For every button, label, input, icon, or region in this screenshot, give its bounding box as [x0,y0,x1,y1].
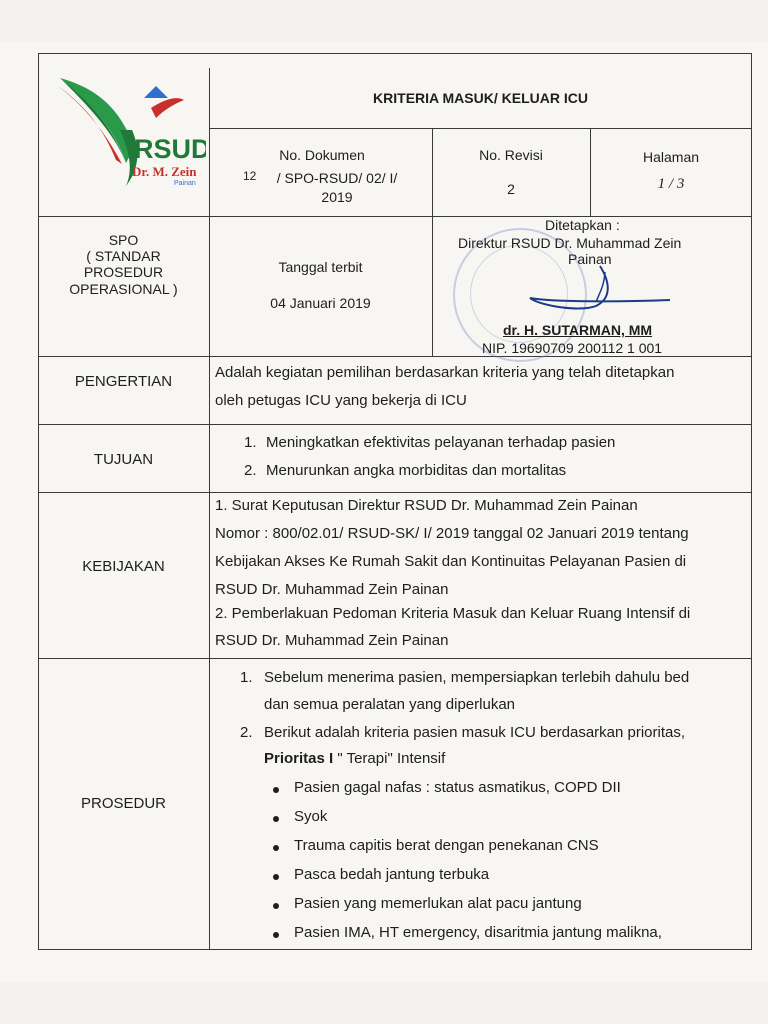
hospital-logo [56,68,206,188]
revision-value: 2 [507,181,515,197]
criteria-item: Pasien yang memerlukan alat pacu jantung [294,895,582,912]
director-nip: NIP. 19690709 200112 1 001 [482,340,663,356]
prosedur-item: dan semua peralatan yang diperlukan [264,696,516,713]
bullet-icon [273,787,279,793]
section-label-kebijakan: KEBIJAKAN [82,558,165,575]
list-number: 1. [240,669,253,686]
document-title: KRITERIA MASUK/ KELUAR ICU [373,90,588,106]
doc-number-year: 2019 [321,189,353,205]
list-number: 1. [244,434,257,451]
priority-heading [264,745,445,773]
issued-label: Tanggal terbit [278,259,363,275]
bullet-icon [273,932,279,938]
spo-label: SPO [108,232,139,248]
section-label-pengertian: PENGERTIAN [74,373,173,390]
tujuan-item: Menurunkan angka morbiditas dan mortalitas [266,462,567,479]
table-divider [209,68,210,950]
svg-text:Painan: Painan [174,180,196,187]
revision-label: No. Revisi [479,147,543,163]
criteria-item: Pasien gagal nafas : status asmatikus, COPD DII [294,779,621,796]
approval-label: Ditetapkan : [545,217,620,233]
bullet-icon [273,874,279,880]
table-divider [432,216,433,356]
svg-text:Dr. M. Zein: Dr. M. Zein [132,164,197,179]
doc-number-label: No. Dokumen [279,147,365,163]
kebijakan-line: 1. Surat Keputusan Direktur RSUD Dr. Muhammad Zein Painan [215,497,638,514]
director-name: dr. H. SUTARMAN, MM [503,322,653,338]
table-divider [432,128,433,216]
criteria-item: Pasca bedah jantung terbuka [294,866,490,883]
spo-label: PROSEDUR [83,264,164,280]
table-divider [38,424,752,425]
table-divider [38,216,752,217]
tujuan-item: Meningkatkan efektivitas pelayanan terhadap pasien [266,434,616,451]
list-number: 2. [244,462,257,479]
doc-number-value: / SPO-RSUD/ 02/ I/ [276,170,398,186]
table-divider [209,128,752,129]
kebijakan-line: Kebijakan Akses Ke Rumah Sakit dan Kontinuitas Pelayanan Pasien di [215,553,687,570]
spo-label: OPERASIONAL ) [69,281,178,297]
criteria-item: Trauma capitis berat dengan penekanan CNS [294,837,599,854]
prosedur-item: Sebelum menerima pasien, mempersiapkan terlebih dahulu bed [264,669,690,686]
approval-place: Painan [568,251,612,267]
section-label-prosedur: PROSEDUR [80,795,166,812]
kebijakan-line: RSUD Dr. Muhammad Zein Painan [215,581,449,598]
bullet-icon [273,845,279,851]
priority-description: " Terapi" Intensif [333,750,446,767]
criteria-item: Pasien IMA, HT emergency, disaritmia jantung malikna, [294,924,662,941]
bullet-icon [273,816,279,822]
spo-label: ( STANDAR [86,248,161,264]
pengertian-text: Adalah kegiatan pemilihan berdasarkan kriteria yang telah ditetapkan [215,364,675,381]
list-number: 2. [240,724,253,741]
kebijakan-line: Nomor : 800/02.01/ RSUD-SK/ I/ 2019 tanggal 02 Januari 2019 tentang [215,525,689,542]
criteria-item: Syok [294,808,328,825]
bullet-icon [273,903,279,909]
section-label-tujuan: TUJUAN [93,451,154,468]
pengertian-text: oleh petugas ICU yang bekerja di ICU [215,392,467,409]
svg-text:RSUD: RSUD [134,134,206,164]
prosedur-item: Berikut adalah kriteria pasien masuk ICU berdasarkan prioritas, [264,724,686,741]
approval-title: Direktur RSUD Dr. Muhammad Zein [458,235,682,251]
signature [500,262,680,322]
page-value: 1 / 3 [657,176,685,192]
table-divider [590,128,591,216]
doc-number-prefix: 12 [243,169,257,183]
kebijakan-line: RSUD Dr. Muhammad Zein Painan [215,632,449,649]
table-divider [38,658,752,659]
issued-date: 04 Januari 2019 [270,295,371,311]
priority-label: Prioritas I [264,750,334,767]
kebijakan-line: 2. Pemberlakuan Pedoman Kriteria Masuk dan Keluar Ruang Intensif di [215,605,691,622]
page-label: Halaman [642,149,700,165]
